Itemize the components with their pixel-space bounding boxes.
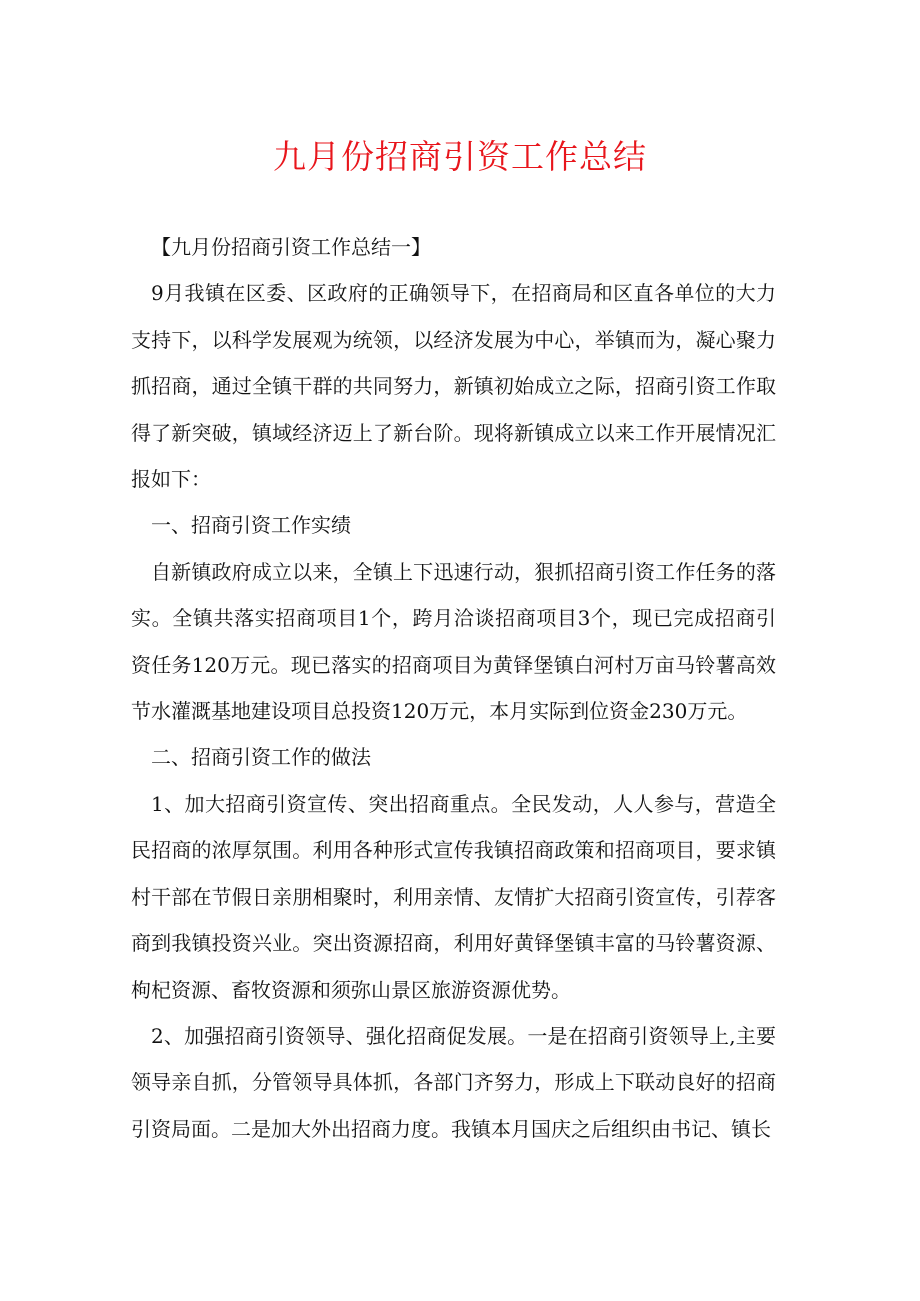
method-paragraph-1: 1、加大招商引资宣传、突出招商重点。全民发动，人人参与，营造全民招商的浓厚氛围。利用各种形式宣传我镇招商政策和招商项目，要求镇村干部在节假日亲朋相聚时，利用亲情、友情扩大招商引资宣传，引荐客商到我镇投资兴业。突出资源招商，利用好黄铎堡镇丰富的马铃薯资源、枸杞资源、畜牧资源和须弥山景区旅游资源优势。 <box>131 791 776 1002</box>
achievements-paragraph: 自新镇政府成立以来，全镇上下迅速行动，狠抓招商引资工作任务的落实。全镇共落实招商项目1个，跨月洽谈招商项目3个，现已完成招商引资任务120万元。现已落实的招商项目为黄铎堡镇白河村万亩马铃薯高效节水灌溉基地建设项目总投资120万元，本月实际到位资金230万元。 <box>131 559 776 724</box>
document-body <box>131 224 776 1152</box>
section-heading-achievements: 一、招商引资工作实绩 <box>151 513 351 538</box>
section-heading-methods: 二、招商引资工作的做法 <box>151 745 371 770</box>
method-paragraph-2: 2、加强招商引资领导、强化招商促发展。一是在招商引资领导上,主要领导亲自抓，分管领导具体抓，各部门齐努力，形成上下联动良好的招商引资局面。二是加大外出招商力度。我镇本月国庆之后组织由书记、镇长 <box>131 1023 776 1141</box>
intro-paragraph: 9月我镇在区委、区政府的正确领导下，在招商局和区直各单位的大力支持下，以科学发展观为统领，以经济发展为中心，举镇而为，凝心聚力抓招商，通过全镇干群的共同努力，新镇初始成立之际，招商引资工作取得了新突破，镇域经济迈上了新台阶。现将新镇成立以来工作开展情况汇报如下： <box>131 281 776 492</box>
section-heading-part-one: 【九月份招商引资工作总结一】 <box>151 235 431 259</box>
document-title: 九月份招商引资工作总结 <box>273 137 647 176</box>
